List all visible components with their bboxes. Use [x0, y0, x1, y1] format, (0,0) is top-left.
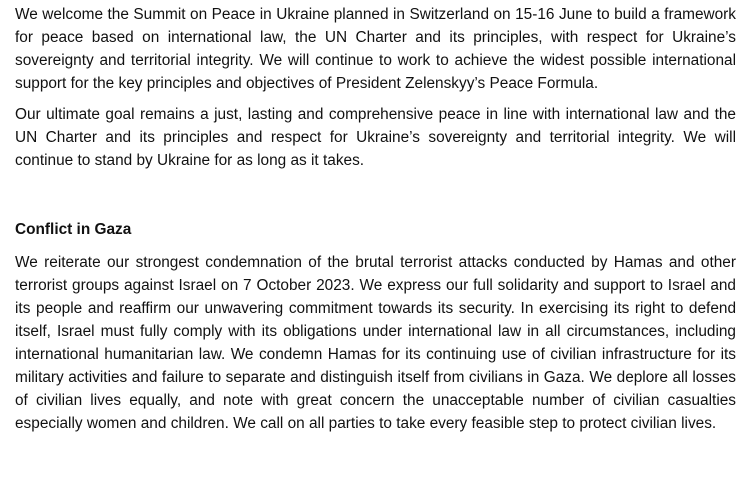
paragraph-ultimate-goal: Our ultimate goal remains a just, lasting and comprehensive peace in line with international law and the UN Charter and its principles and respect for Ukraine’s sovereignty and territorial integrity. We will continue to stand by Ukraine for as long as it takes.: [15, 106, 736, 169]
paragraph-gaza: We reiterate our strongest condemnation of the brutal terrorist attacks conducted by Hamas and other terrorist groups against Israel on 7 October 2023. We express our full solidarity and support to Israel and its people and reaffirm our unwavering commitment towards its security. In exercising its right to defend itself, Israel must fully comply with its obligations under international law in all circumstances, including international humanitarian law. We condemn Hamas for its continuing use of civilian infrastructure for its military activities and failure to separate and distinguish itself from civilians in Gaza. We deplore all losses of civilian lives equally, and note with great concern the unacceptable number of civilian casualties especially women and children. We call on all parties to take every feasible step to protect civilian lives.: [15, 254, 736, 432]
section-heading-gaza: Conflict in Gaza: [15, 221, 132, 238]
paragraph-peace-summit: We welcome the Summit on Peace in Ukraine planned in Switzerland on 15-16 June to build a framework for peace based on international law, the UN Charter and its principles, with respect for Ukraine’s sovereignty and territorial integrity. We will continue to work to achieve the widest possible international support for the key principles and objectives of President Zelenskyy’s Peace Formula.: [15, 6, 736, 92]
document-page: [15, 3, 736, 435]
